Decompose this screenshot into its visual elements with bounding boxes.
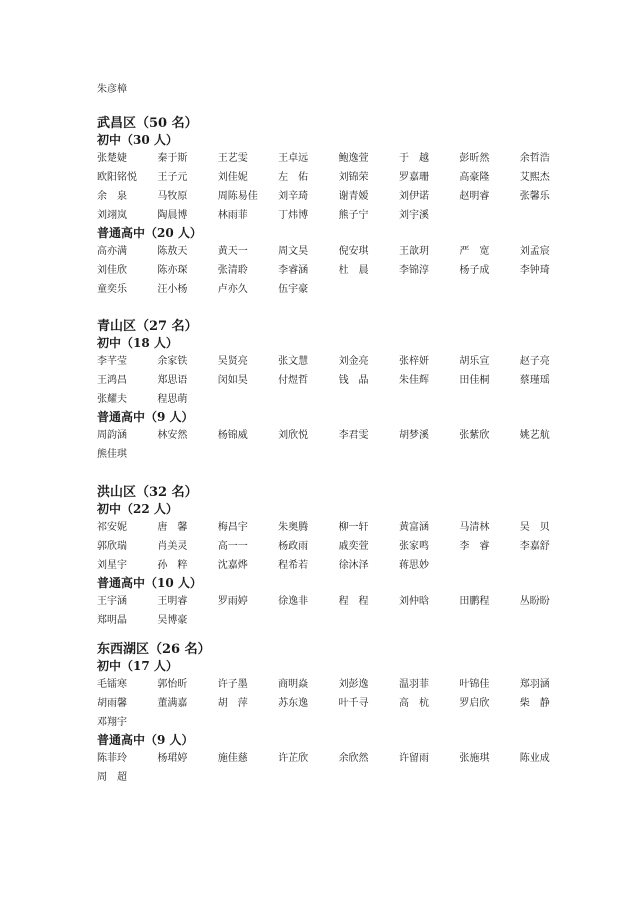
student-name: 张施琪 bbox=[459, 753, 490, 764]
student-name: 许留雨 bbox=[398, 753, 429, 764]
student-name: 王艺雯 bbox=[217, 153, 248, 164]
student-name: 施佳慈 bbox=[217, 753, 248, 764]
name-grid bbox=[97, 592, 597, 630]
student-name: 徐逸非 bbox=[278, 596, 309, 607]
student-name: 胡雨馨 bbox=[97, 698, 127, 709]
student-name: 于 越 bbox=[398, 153, 429, 164]
student-name: 熊佳琪 bbox=[97, 449, 127, 460]
level-title: 普通高中（9 人） bbox=[97, 733, 194, 747]
level-title: 初中（22 人） bbox=[97, 502, 178, 516]
student-name: 刘伊诺 bbox=[398, 191, 429, 202]
student-name: 郑思语 bbox=[157, 375, 188, 386]
student-name: 田鹏程 bbox=[459, 596, 490, 607]
student-name: 王明睿 bbox=[157, 596, 188, 607]
student-name: 陈敖天 bbox=[157, 246, 188, 257]
student-name: 温羽菲 bbox=[398, 679, 429, 690]
leading-name: 朱彦樟 bbox=[97, 84, 127, 95]
student-name: 苏东逸 bbox=[278, 698, 309, 709]
student-name: 许芷欣 bbox=[278, 753, 309, 764]
student-name: 郭怡昕 bbox=[157, 679, 188, 690]
student-name: 姚艺航 bbox=[519, 430, 550, 441]
student-name: 刘佳妮 bbox=[217, 172, 248, 183]
student-name: 胡 萍 bbox=[217, 698, 248, 709]
student-name: 吴贤亮 bbox=[217, 356, 248, 367]
student-name: 程思萌 bbox=[157, 394, 188, 405]
student-name: 朱奥腾 bbox=[278, 522, 309, 533]
student-name: 欧阳铭悦 bbox=[97, 172, 137, 183]
student-name: 肖美灵 bbox=[157, 541, 188, 552]
student-name: 秦于斯 bbox=[157, 153, 188, 164]
student-name: 高豪隆 bbox=[459, 172, 490, 183]
name-grid bbox=[97, 426, 597, 464]
student-name: 丛盼盼 bbox=[519, 596, 550, 607]
student-name: 叶千寻 bbox=[338, 698, 369, 709]
student-name: 高 杭 bbox=[398, 698, 429, 709]
student-name: 罗雨婷 bbox=[217, 596, 248, 607]
student-name: 李芊莹 bbox=[97, 356, 127, 367]
student-name: 周文昊 bbox=[278, 246, 309, 257]
student-name: 杜 晨 bbox=[338, 265, 369, 276]
student-name: 王卓远 bbox=[278, 153, 309, 164]
student-name: 余欣然 bbox=[338, 753, 369, 764]
student-name: 童奕乐 bbox=[97, 284, 127, 295]
student-name: 吴 贝 bbox=[519, 522, 550, 533]
name-grid bbox=[97, 749, 597, 787]
student-name: 刘彭逸 bbox=[338, 679, 369, 690]
name-grid bbox=[97, 242, 597, 299]
level-title: 普通高中（9 人） bbox=[97, 410, 194, 424]
student-name: 杨锦威 bbox=[217, 430, 248, 441]
student-name: 赵明睿 bbox=[459, 191, 490, 202]
student-name: 黄天一 bbox=[217, 246, 248, 257]
student-name: 刘金亮 bbox=[338, 356, 369, 367]
student-name: 王宇涵 bbox=[97, 596, 127, 607]
student-name: 谢青嫒 bbox=[338, 191, 369, 202]
student-name: 董满嘉 bbox=[157, 698, 188, 709]
level-title: 普通高中（10 人） bbox=[97, 576, 202, 590]
student-name: 张家鸣 bbox=[398, 541, 429, 552]
level-title: 初中（18 人） bbox=[97, 336, 178, 350]
student-name: 陶晨博 bbox=[157, 210, 188, 221]
student-name: 李 睿 bbox=[459, 541, 490, 552]
level-title: 初中（30 人） bbox=[97, 133, 178, 147]
student-name: 陈业成 bbox=[519, 753, 550, 764]
student-name: 余家铁 bbox=[157, 356, 188, 367]
student-name: 马清林 bbox=[459, 522, 490, 533]
student-name: 刘星宇 bbox=[97, 560, 127, 571]
student-name: 高亦满 bbox=[97, 246, 127, 257]
student-name: 戚奕萱 bbox=[338, 541, 369, 552]
student-name: 熊子宁 bbox=[338, 210, 369, 221]
district-title: 洪山区（32 名） bbox=[97, 485, 198, 500]
name-grid bbox=[97, 352, 597, 409]
student-name: 张楚婕 bbox=[97, 153, 127, 164]
student-name: 卢亦久 bbox=[217, 284, 248, 295]
student-name: 商明焱 bbox=[278, 679, 309, 690]
student-name: 余哲浩 bbox=[519, 153, 550, 164]
student-name: 林雨菲 bbox=[217, 210, 248, 221]
student-name: 许子墨 bbox=[217, 679, 248, 690]
student-name: 刘仲晗 bbox=[398, 596, 429, 607]
student-name: 陈菲玲 bbox=[97, 753, 127, 764]
level-title: 普通高中（20 人） bbox=[97, 226, 202, 240]
name-grid bbox=[97, 675, 597, 732]
student-name: 王歆玥 bbox=[398, 246, 429, 257]
student-name: 伍宇豪 bbox=[278, 284, 309, 295]
student-name: 闵如昊 bbox=[217, 375, 248, 386]
student-name: 刘宇溪 bbox=[398, 210, 429, 221]
student-name: 丁炜博 bbox=[278, 210, 309, 221]
student-name: 左 佑 bbox=[278, 172, 309, 183]
district-section bbox=[97, 318, 597, 464]
student-name: 钱 晶 bbox=[338, 375, 369, 386]
district-title: 东西湖区（26 名） bbox=[97, 642, 211, 657]
student-name: 罗启欣 bbox=[459, 698, 490, 709]
student-name: 陈亦琛 bbox=[157, 265, 188, 276]
student-name: 朱佳辉 bbox=[398, 375, 429, 386]
student-name: 李睿涵 bbox=[278, 265, 309, 276]
student-name: 邓翔宇 bbox=[97, 717, 127, 728]
level-title: 初中（17 人） bbox=[97, 659, 178, 673]
student-name: 吴博豪 bbox=[157, 615, 188, 626]
student-name: 胡梦溪 bbox=[398, 430, 429, 441]
student-name: 梅昌宇 bbox=[217, 522, 248, 533]
district-title: 青山区（27 名） bbox=[97, 319, 198, 334]
student-name: 蔡瑾瑶 bbox=[519, 375, 550, 386]
student-name: 李嘉舒 bbox=[519, 541, 550, 552]
student-name: 郑羽涵 bbox=[519, 679, 550, 690]
student-name: 程 程 bbox=[338, 596, 369, 607]
student-name: 周陈易佳 bbox=[217, 191, 258, 202]
student-name: 沈嘉烨 bbox=[217, 560, 248, 571]
student-name: 周韵涵 bbox=[97, 430, 127, 441]
student-name: 柳一轩 bbox=[338, 522, 369, 533]
name-grid bbox=[97, 149, 597, 225]
student-name: 彭昕然 bbox=[459, 153, 490, 164]
student-name: 毛镭寒 bbox=[97, 679, 127, 690]
student-name: 张梓妍 bbox=[398, 356, 429, 367]
student-name: 刘辛琦 bbox=[278, 191, 309, 202]
student-name: 罗嘉珊 bbox=[398, 172, 429, 183]
student-name: 周 超 bbox=[97, 772, 127, 783]
district-section bbox=[97, 484, 597, 630]
student-name: 刘锦荣 bbox=[338, 172, 369, 183]
student-name: 李君雯 bbox=[338, 430, 369, 441]
student-name: 李锦淳 bbox=[398, 265, 429, 276]
student-name: 柴 静 bbox=[519, 698, 550, 709]
student-name: 王子元 bbox=[157, 172, 188, 183]
student-name: 郑明晶 bbox=[97, 615, 127, 626]
student-name: 杨政雨 bbox=[278, 541, 309, 552]
student-name: 黄富涵 bbox=[398, 522, 429, 533]
student-name: 郭欣瑞 bbox=[97, 541, 127, 552]
district-title: 武昌区（50 名） bbox=[97, 116, 198, 131]
student-name: 蒋思妙 bbox=[398, 560, 429, 571]
student-name: 余 泉 bbox=[97, 191, 127, 202]
student-name: 刘佳欣 bbox=[97, 265, 127, 276]
student-name: 马牧原 bbox=[157, 191, 188, 202]
name-grid bbox=[97, 518, 597, 575]
student-name: 王鸿昌 bbox=[97, 375, 127, 386]
student-name: 刘孟宸 bbox=[519, 246, 550, 257]
student-name: 张文慧 bbox=[278, 356, 309, 367]
student-name: 孙 粹 bbox=[157, 560, 188, 571]
student-name: 鲍逸萱 bbox=[338, 153, 369, 164]
student-name: 程希若 bbox=[278, 560, 309, 571]
student-name: 张耀夫 bbox=[97, 394, 127, 405]
student-name: 杨珺婷 bbox=[157, 753, 188, 764]
student-name: 刘翊岚 bbox=[97, 210, 127, 221]
student-name: 杨子成 bbox=[459, 265, 490, 276]
student-name: 叶锦佳 bbox=[459, 679, 490, 690]
student-name: 汪小杨 bbox=[157, 284, 188, 295]
student-name: 严 宽 bbox=[459, 246, 490, 257]
student-name: 田佳桐 bbox=[459, 375, 490, 386]
student-name: 祁安妮 bbox=[97, 522, 127, 533]
student-name: 胡乐宣 bbox=[459, 356, 490, 367]
student-name: 李钟琦 bbox=[519, 265, 550, 276]
student-name: 刘欣悦 bbox=[278, 430, 309, 441]
district-section bbox=[97, 115, 597, 299]
student-name: 张清聆 bbox=[217, 265, 248, 276]
student-name: 张馨乐 bbox=[519, 191, 550, 202]
district-section bbox=[97, 641, 597, 787]
student-name: 林安然 bbox=[157, 430, 188, 441]
student-name: 高一一 bbox=[217, 541, 248, 552]
student-name: 艾熙杰 bbox=[519, 172, 550, 183]
student-name: 徐沐泽 bbox=[338, 560, 369, 571]
student-name: 倪安琪 bbox=[338, 246, 369, 257]
student-name: 唐 馨 bbox=[157, 522, 188, 533]
student-name: 赵子亮 bbox=[519, 356, 550, 367]
student-name: 付煜哲 bbox=[278, 375, 309, 386]
student-name: 张紫欣 bbox=[459, 430, 490, 441]
